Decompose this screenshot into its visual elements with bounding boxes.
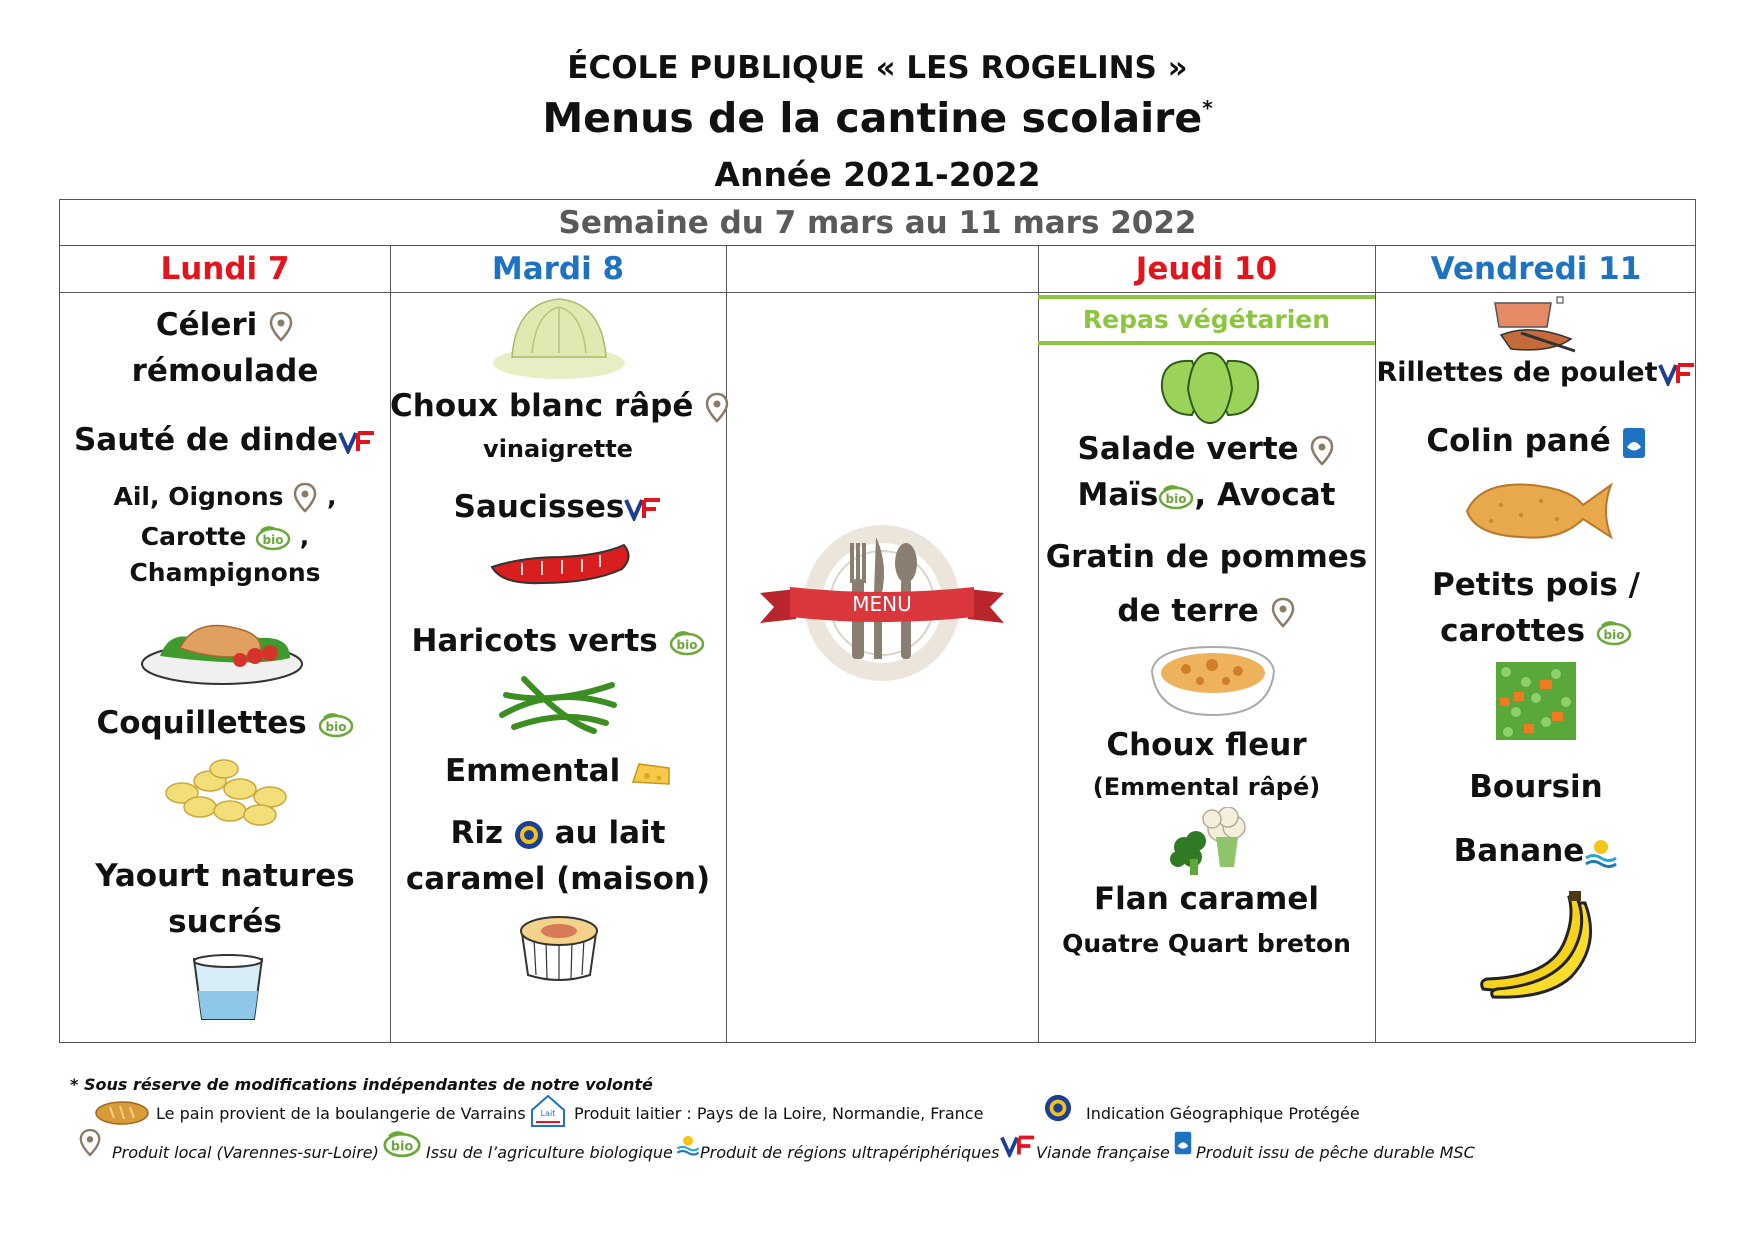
igp-icon — [1044, 1094, 1072, 1122]
menu-item — [60, 307, 390, 343]
menu-item-text: (Emmental râpé) — [1092, 773, 1321, 801]
separator: , — [299, 522, 310, 551]
menu-item-text: Champignons — [129, 558, 321, 587]
menu-item-text: Rillettes de poulet — [1376, 357, 1658, 388]
menu-item — [60, 705, 390, 741]
menu-item-text: Choux blanc râpé — [390, 388, 694, 424]
menu-item — [1375, 833, 1697, 869]
school-year: Année 2021-2022 — [714, 155, 1041, 194]
week-heading: Semaine du 7 mars au 11 mars 2022 — [60, 200, 1695, 246]
menu-item — [1375, 357, 1697, 388]
milk-origin-icon — [528, 1092, 568, 1130]
organic-icon — [255, 525, 291, 551]
menu-item-text: Sauté de dinde — [73, 422, 339, 458]
menu-item — [1375, 613, 1697, 649]
menu-item-text: Céleri — [155, 307, 258, 343]
menu-item-text: Salade verte — [1077, 431, 1299, 467]
bread-icon — [94, 1098, 150, 1128]
menu-item-text: rémoulade — [131, 353, 319, 389]
thursday-menu — [1038, 293, 1375, 1042]
rillettes-icon — [1491, 293, 1579, 359]
menu-item — [1038, 477, 1375, 513]
friday-menu — [1375, 293, 1697, 1042]
menu-item-text: Ail, Oignons — [113, 482, 284, 511]
menu-item-text: Riz — [450, 815, 504, 851]
menu-item-text: carottes — [1440, 613, 1586, 649]
lettuce-icon — [1152, 349, 1268, 427]
menu-item — [390, 388, 726, 424]
legend-dairy: Produit laitier : Pays de la Loire, Normandie, France — [574, 1104, 984, 1123]
menu-item-text: sucrés — [168, 904, 282, 940]
outermost-region-icon — [676, 1134, 700, 1156]
breaded-fish-icon — [1461, 475, 1615, 545]
menu-item-text: Emmental — [444, 753, 621, 789]
legend-organic: Issu de l’agriculture biologique — [426, 1143, 673, 1162]
yogurt-icon — [188, 953, 268, 1023]
french-meat-icon — [338, 430, 376, 454]
day-wednesday — [726, 246, 1038, 293]
menu-item — [390, 815, 726, 851]
igp-icon — [514, 820, 544, 850]
gratin-icon — [1146, 641, 1280, 721]
legend-outermost-regions: Produit de régions ultrapériphériques — [700, 1143, 1000, 1162]
peas-carrots-icon — [1496, 662, 1576, 740]
day-monday: Lundi 7 — [160, 251, 290, 287]
day-thursday: Jeudi 10 — [1135, 251, 1278, 287]
title-asterisk: * — [1202, 96, 1213, 120]
menu-item — [390, 753, 726, 789]
sausage-icon — [482, 537, 636, 593]
menu-label: MENU — [852, 592, 912, 616]
wednesday-menu — [726, 293, 1038, 1042]
menu-item-text: Gratin de pommes — [1045, 539, 1368, 575]
menu-item — [60, 422, 390, 458]
menu-item-text: Haricots verts — [411, 623, 658, 659]
page-title-text: Menus de la cantine scolaire — [542, 94, 1203, 142]
local-product-icon — [292, 482, 318, 514]
menu-item-text: Boursin — [1469, 769, 1603, 805]
french-meat-icon — [624, 497, 662, 521]
menu-item-text: Flan caramel — [1093, 881, 1320, 917]
menu-item — [390, 489, 726, 525]
menu-item — [390, 623, 726, 659]
svg-text:Lait: Lait — [540, 1109, 556, 1118]
legend-bread: Le pain provient de la boulangerie de Varrains — [156, 1104, 526, 1123]
menu-item-text: Yaourt natures — [95, 858, 355, 894]
menu-item-text: Coquillettes — [96, 705, 307, 741]
menu-item — [1038, 593, 1375, 629]
menu-item-text: Quatre Quart breton — [1062, 929, 1351, 958]
organic-icon — [382, 1130, 422, 1158]
menu-item-text: Choux fleur — [1106, 727, 1307, 763]
menu-item — [1375, 423, 1697, 459]
menu-item-text: Carotte — [140, 522, 247, 551]
menu-item-text: Saucisses — [453, 489, 625, 525]
local-product-icon — [268, 311, 294, 343]
local-product-icon — [78, 1128, 102, 1158]
separator: , — [327, 482, 337, 511]
page-title — [0, 94, 1755, 142]
ramekin-icon — [516, 909, 602, 985]
menu-item-text: Colin pané — [1426, 423, 1611, 459]
legend-msc: Produit issu de pêche durable MSC — [1196, 1143, 1475, 1162]
day-header-row — [60, 246, 1695, 293]
menu-item-text: Petits pois / — [1432, 567, 1640, 603]
vegetarian-banner: Repas végétarien — [1038, 295, 1375, 345]
menu-item — [60, 522, 390, 551]
menu-item-text: Maïs — [1077, 477, 1159, 513]
cauliflower-broccoli-icon — [1168, 807, 1254, 877]
menu-item-text: caramel (maison) — [405, 861, 711, 897]
outermost-region-icon — [1584, 838, 1618, 868]
legend-french-meat: Viande française — [1036, 1143, 1170, 1162]
cabbage-icon — [486, 293, 632, 381]
menu-item-text: vinaigrette — [483, 435, 633, 463]
organic-icon — [318, 712, 354, 738]
organic-icon — [669, 630, 705, 656]
menu-item — [1038, 431, 1375, 467]
organic-icon — [1158, 484, 1194, 510]
disclaimer-note: * Sous réserve de modifications indépendantes de notre volonté — [70, 1075, 653, 1094]
cheese-icon — [631, 758, 671, 788]
tuesday-menu — [390, 293, 726, 1042]
menu-item-text: de terre — [1117, 593, 1259, 629]
local-product-icon — [1309, 435, 1335, 467]
school-name: ÉCOLE PUBLIQUE « LES ROGELINS » — [567, 50, 1188, 86]
menu-table — [59, 199, 1696, 1043]
menu-item-text: au lait — [554, 815, 666, 851]
menu-item-text: Banane — [1453, 833, 1585, 869]
monday-menu — [60, 293, 390, 1042]
turkey-dish-icon — [140, 598, 305, 688]
menu-plate-icon — [756, 523, 1008, 683]
organic-icon — [1596, 620, 1632, 646]
menu-item — [60, 482, 390, 514]
msc-icon — [1622, 427, 1646, 459]
msc-icon — [1174, 1130, 1192, 1156]
menu-item-text: , Avocat — [1194, 477, 1336, 513]
legend-local: Produit local (Varennes-sur-Loire) — [112, 1143, 379, 1162]
local-product-icon — [1270, 597, 1296, 629]
french-meat-icon — [1000, 1134, 1036, 1158]
pasta-icon — [152, 753, 302, 828]
green-beans-icon — [494, 665, 622, 737]
day-friday: Vendredi 11 — [1430, 251, 1642, 287]
french-meat-icon — [1658, 362, 1696, 386]
legend-igp: Indication Géographique Protégée — [1086, 1104, 1360, 1123]
day-tuesday: Mardi 8 — [491, 251, 625, 287]
banana-icon — [1467, 889, 1603, 1003]
